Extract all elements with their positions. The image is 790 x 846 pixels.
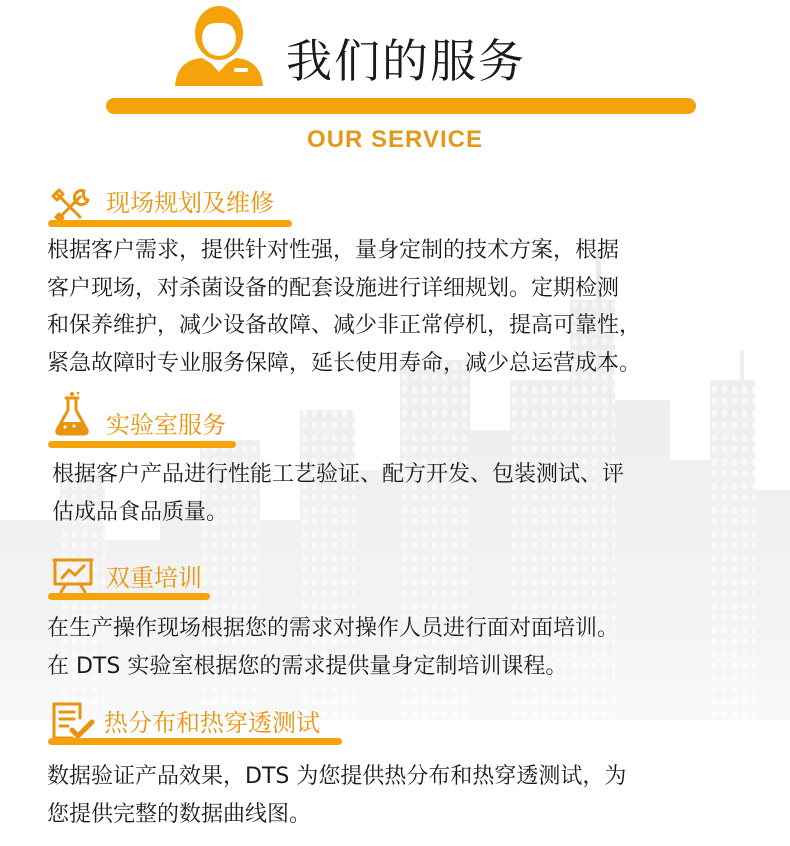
body-line: 根据客户产品进行性能工艺验证、配方开发、包装测试、评 (52, 462, 625, 487)
title-underline-bar (106, 98, 696, 114)
body-line: 紧急故障时专业服务保障，延长使用寿命，减少总运营成本。 (47, 350, 642, 376)
page-title: 我们的服务 (286, 34, 526, 88)
customer-service-person-icon (172, 2, 264, 88)
section-body-lab (52, 456, 624, 531)
section-underline (48, 738, 342, 745)
section-underline (48, 220, 292, 227)
flask-icon (52, 392, 92, 438)
section-title-onsite: 现场规划及维修 (106, 189, 274, 217)
section-body-training (47, 610, 619, 685)
body-line: 估成品食品质量。 (52, 499, 229, 525)
section-title-thermal-test: 热分布和热穿透测试 (104, 709, 320, 737)
page-subtitle: OUR SERVICE (307, 126, 483, 153)
report-check-icon (50, 700, 96, 742)
body-line: 在 DTS 实验室根据您的需求提供量身定制培训课程。 (47, 653, 568, 679)
presentation-board-icon (52, 556, 94, 594)
section-title-lab: 实验室服务 (106, 411, 226, 439)
body-line: 您提供完整的数据曲线图。 (47, 801, 312, 827)
section-body-thermal-test (47, 758, 626, 833)
body-line: 客户现场，对杀菌设备的配套设施进行详细规划。定期检测 (47, 275, 620, 301)
tools-icon (50, 187, 92, 223)
body-line: 根据客户需求，提供针对性强，量身定制的技术方案，根据 (47, 238, 620, 263)
section-underline (48, 593, 210, 600)
section-underline (48, 441, 236, 448)
section-title-training: 双重培训 (106, 564, 202, 592)
section-body-onsite (47, 232, 641, 382)
body-line: 和保养维护，减少设备故障、减少非正常停机，提高可靠性， (47, 313, 642, 338)
body-line: 在生产操作现场根据您的需求对操作人员进行面对面培训。 (47, 616, 620, 641)
body-line: 数据验证产品效果，DTS 为您提供热分布和热穿透测试，为 (47, 764, 627, 789)
